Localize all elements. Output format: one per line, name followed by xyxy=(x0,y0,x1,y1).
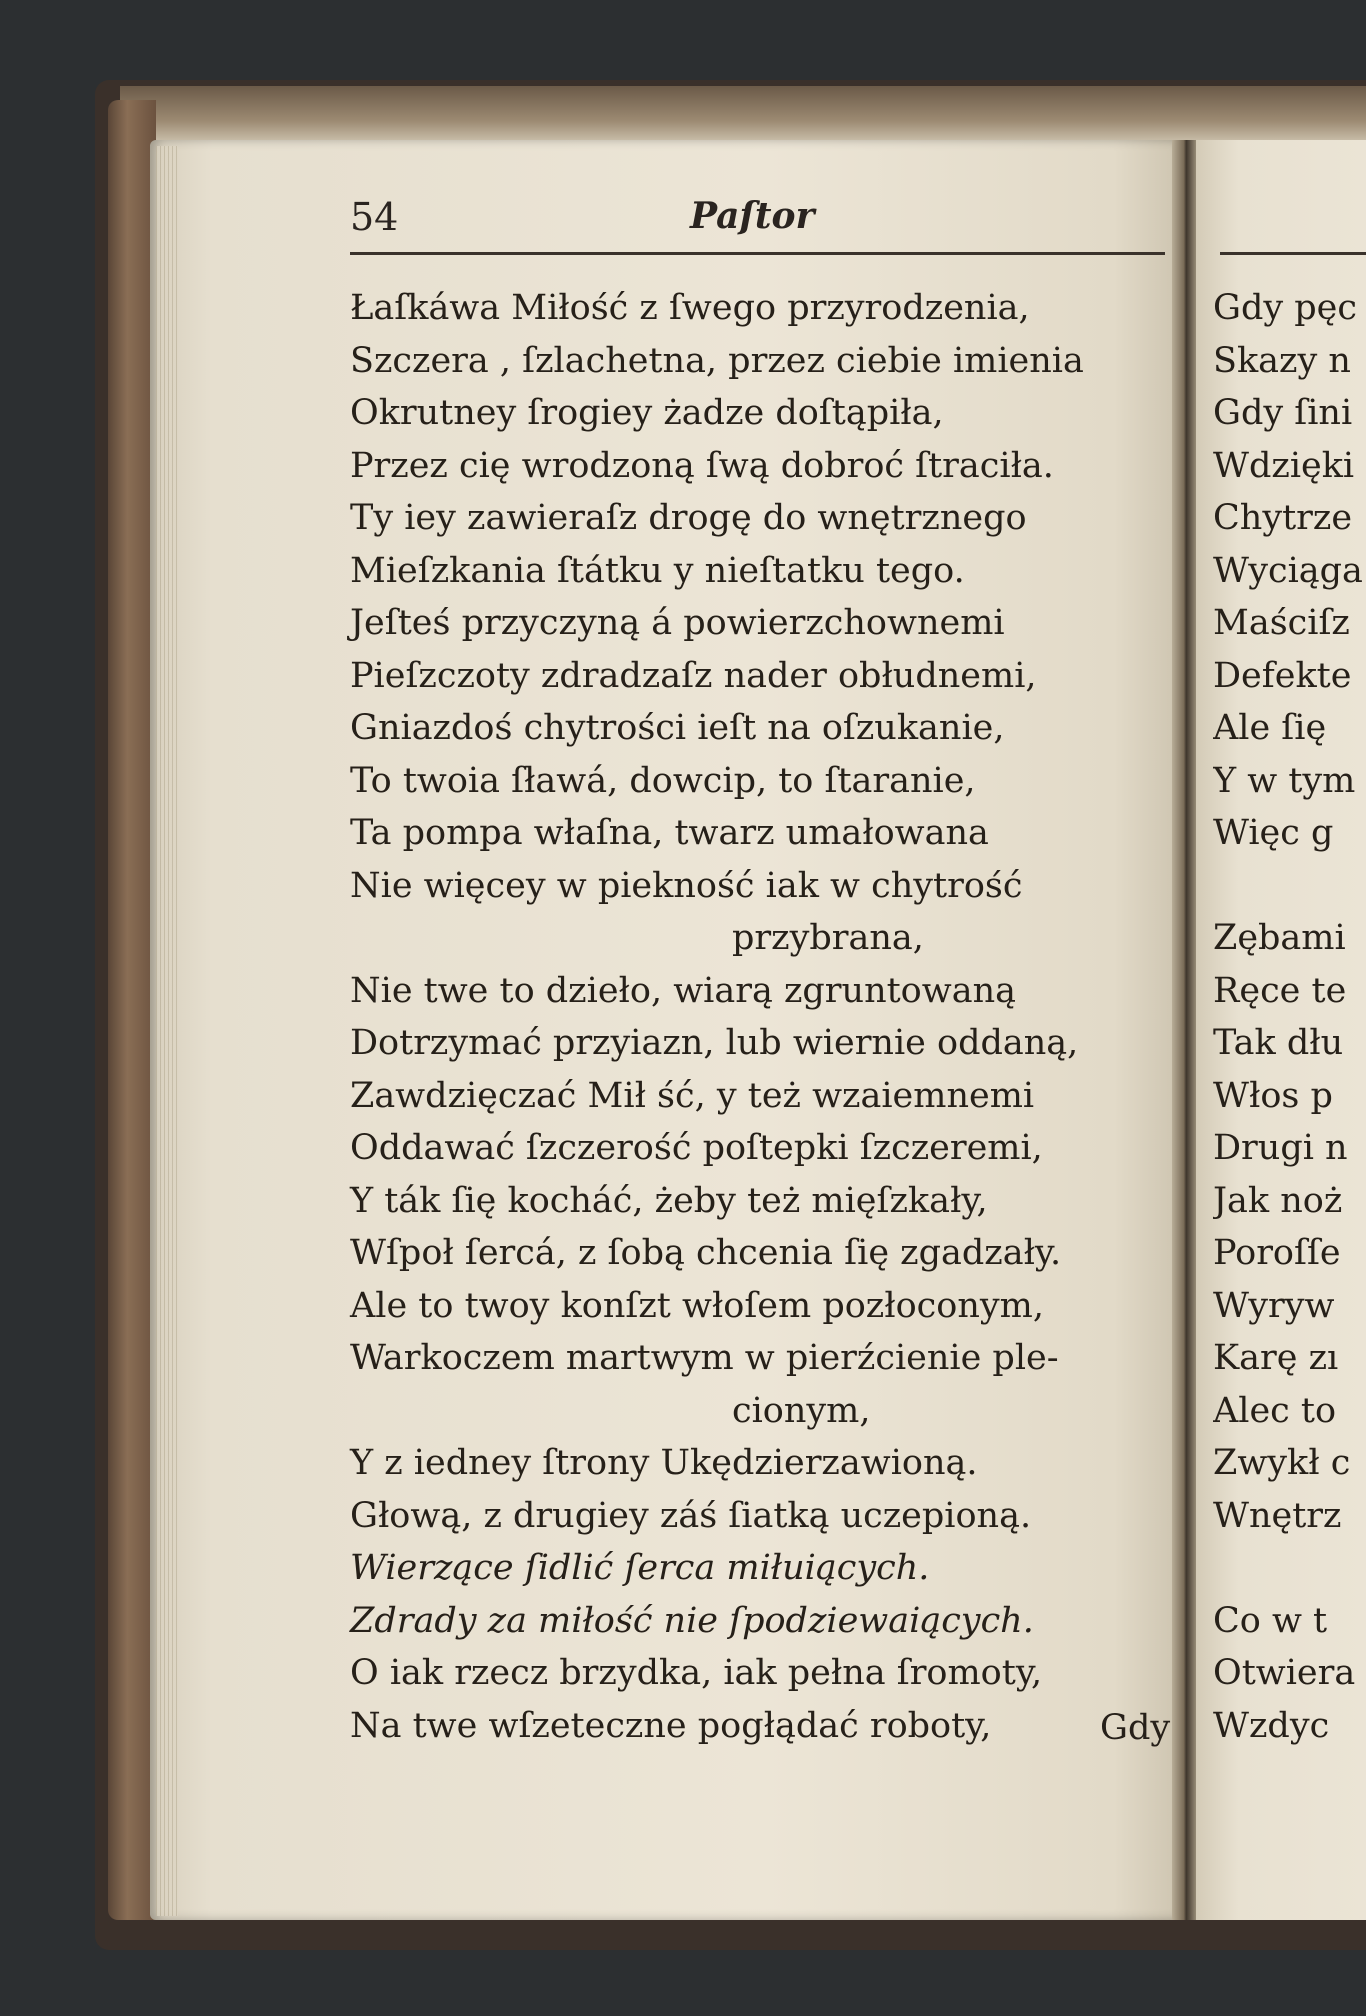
right-page-line-fragment: Gdy pęc xyxy=(1213,288,1357,328)
poem-line: Mieſzkania ſtátku y nieſtatku tego. xyxy=(350,550,965,591)
right-page-line-fragment: Wdzięki xyxy=(1213,445,1355,486)
poem-line: To twoia ſławá, dowcip, to ſtaranie, xyxy=(350,760,976,801)
poem-line: Przez cię wrodzoną ſwą dobroć ſtraciła. xyxy=(350,445,1054,486)
poem-line: Wierzące ſidlić ſerca miłuiących. xyxy=(350,1548,930,1588)
poem-line: Ta pompa właſna, twarz umałowana xyxy=(350,813,989,853)
poem-line: Okrutney ſrogiey żadze doſtąpiła, xyxy=(350,393,944,433)
poem-line: Łaſkáwa Miłość z ſwego przyrodzenia, xyxy=(350,288,1030,328)
right-page-line-fragment: Y w tym xyxy=(1213,760,1356,801)
right-page-line-fragment: Poroſſe xyxy=(1213,1233,1341,1273)
right-page-line-fragment: Więc g xyxy=(1213,813,1334,853)
poem-line: Dotrzymać przyiazn, lub wiernie oddaną, xyxy=(350,1023,1079,1063)
header-rule-right-page xyxy=(1220,252,1366,259)
poem-line: Warkoczem martwym w pierźcienie ple- xyxy=(350,1338,1059,1378)
book-spine-edge xyxy=(108,100,156,1920)
poem-line: przybrana, xyxy=(732,918,924,958)
right-page-line-fragment: Skazy n xyxy=(1213,340,1351,381)
poem-line: Nie twe to dzieło, wiarą zgruntowaną xyxy=(350,970,1016,1011)
right-page-line-fragment: Zwykł c xyxy=(1213,1443,1351,1483)
right-page-line-fragment: Alec to xyxy=(1213,1390,1337,1431)
poem-line: Pieſzczoty zdradzaſz nader obłudnemi, xyxy=(350,655,1037,696)
right-page-line-fragment: Ręce te xyxy=(1213,970,1347,1011)
poem-line: cionym, xyxy=(732,1390,871,1431)
poem-text-left-page xyxy=(350,282,1180,1752)
poem-line: Zawdzięczać Mił ść, y też wzaiemnemi xyxy=(350,1075,1035,1116)
poem-line: Głową, z drugiey záś ſiatką uczepioną. xyxy=(350,1495,1032,1536)
right-page-line-fragment: Karę zı xyxy=(1213,1338,1339,1378)
poem-line: Zdrady za miłość nie ſpodziewaiących. xyxy=(350,1600,1034,1641)
poem-line: Ty iey zawieraſz drogę do wnętrznego xyxy=(350,498,1027,538)
right-page-line-fragment: Wyryw xyxy=(1213,1285,1335,1326)
poem-line: Na twe wſzeteczne pogłądać roboty, xyxy=(350,1705,992,1746)
poem-line: Jeſteś przyczyną á powierzchownemi xyxy=(350,603,1005,643)
catchword: Gdy xyxy=(1100,1708,1171,1748)
right-page-line-fragment: Wzdyc xyxy=(1213,1705,1330,1746)
right-page-line-fragment: Zębami xyxy=(1213,918,1346,958)
page-header xyxy=(350,195,1170,245)
poem-line: Y z iedney ſtrony Ukędzierzawioną. xyxy=(350,1443,978,1483)
right-page-line-fragment: Wyciąga xyxy=(1213,550,1363,591)
poem-line: Nie więcey w piekność iak w chytrość xyxy=(350,865,1023,906)
header-rule xyxy=(350,252,1165,259)
right-page-line-fragment: Drugi n xyxy=(1213,1128,1348,1168)
poem-line: Y ták ſię kocháć, żeby też mięſzkały, xyxy=(350,1180,988,1221)
page-number: 54 xyxy=(350,195,399,239)
right-page-text-fragments xyxy=(1213,282,1366,1752)
right-page-line-fragment: Co w t xyxy=(1213,1600,1328,1641)
right-page-line-fragment: Wnętrz xyxy=(1213,1495,1342,1536)
page-block-top-edge xyxy=(120,86,1366,144)
right-page-line-fragment: Gdy ſini xyxy=(1213,393,1353,433)
stanza-gap xyxy=(1213,1542,1366,1595)
right-page-line-fragment: Włos p xyxy=(1213,1075,1333,1116)
poem-line: Gniazdoś chytrości ieſt na oſzukanie, xyxy=(350,708,1005,748)
stanza-gap xyxy=(1213,860,1366,913)
right-page-line-fragment: Maściſz xyxy=(1213,603,1350,643)
right-page-line-fragment: Chytrze xyxy=(1213,498,1353,538)
right-page-line-fragment: Tak dłu xyxy=(1213,1023,1344,1063)
right-page-line-fragment: Ale ſię xyxy=(1213,708,1327,748)
right-page-line-fragment: Defekte xyxy=(1213,655,1352,696)
poem-line: Wſpoł ſercá, z ſobą chcenia ſię zgadzały. xyxy=(350,1233,1062,1273)
poem-line: O iak rzecz brzydka, iak pełna ſromoty, xyxy=(350,1653,1043,1693)
running-head: Paſtor xyxy=(690,195,815,237)
right-page-line-fragment: Otwiera xyxy=(1213,1653,1356,1693)
poem-line: Oddawać ſzczerość poſtepki ſzczeremi, xyxy=(350,1128,1043,1168)
poem-line: Ale to twoy konſzt włoſem pozłoconym, xyxy=(350,1285,1044,1326)
poem-line: Szczera , ſzlachetna, przez ciebie imienia xyxy=(350,340,1084,381)
right-page-line-fragment: Jak noż xyxy=(1213,1180,1343,1221)
page-stack-edge xyxy=(156,146,178,1916)
